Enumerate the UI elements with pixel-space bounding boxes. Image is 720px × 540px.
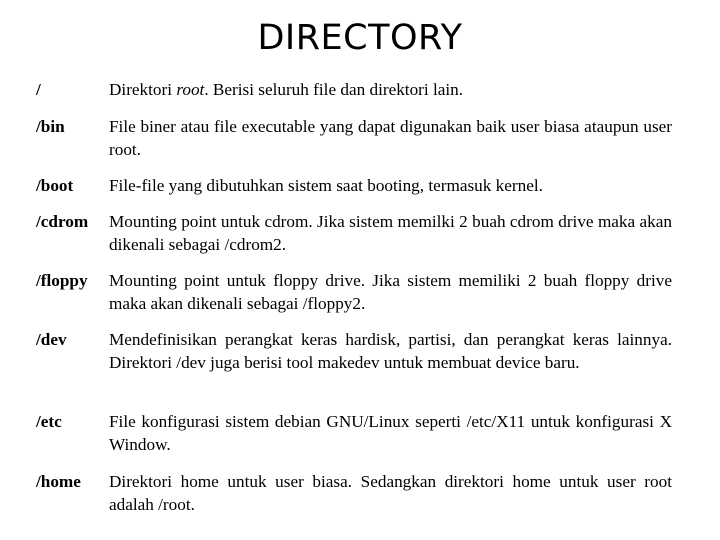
entry-term-boot: /boot	[36, 176, 74, 195]
entry-desc-bin: File biner atau file executable yang dapat digunakan baik user biasa ataupun user root.	[109, 117, 672, 159]
entry-desc-dev: Mendefinisikan perangkat keras hardisk, partisi, dan perangkat keras lainnya. Direktori /dev juga berisi tool makedev untuk membuat device baru.	[109, 330, 672, 372]
page-title: DIRECTORY	[257, 18, 463, 58]
entry-desc-root-pre: Direktori	[109, 80, 177, 99]
entry-term-cdrom: /cdrom	[36, 212, 89, 231]
entry-desc-etc: File konfigurasi sistem debian GNU/Linux seperti /etc/X11 untuk konfigurasi X Window.	[109, 412, 672, 454]
entry-term-floppy: /floppy	[36, 271, 88, 290]
entry-desc-boot: File-file yang dibutuhkan sistem saat booting, termasuk kernel.	[109, 176, 543, 195]
entry-desc-home: Direktori home untuk user biasa. Sedangkan direktori home untuk user root adalah /root.	[109, 472, 672, 514]
entry-term-bin: /bin	[36, 117, 65, 136]
entry-desc-root	[109, 79, 672, 102]
entry-desc-root-italic: root	[176, 80, 205, 99]
entry-desc-floppy: Mounting point untuk floppy drive. Jika sistem memiliki 2 buah floppy drive maka akan dikenali sebagai /floppy2.	[109, 271, 672, 313]
entry-desc-root-post: . Berisi seluruh file dan direktori lain.	[204, 80, 464, 99]
entry-term-etc: /etc	[36, 412, 62, 431]
entry-term-home: /home	[36, 472, 81, 491]
entry-term-dev: /dev	[36, 330, 67, 349]
entry-desc-cdrom: Mounting point untuk cdrom. Jika sistem memilki 2 buah cdrom drive maka akan dikenali sebagai /cdrom2.	[109, 212, 672, 254]
entry-term-root: /	[36, 80, 41, 99]
